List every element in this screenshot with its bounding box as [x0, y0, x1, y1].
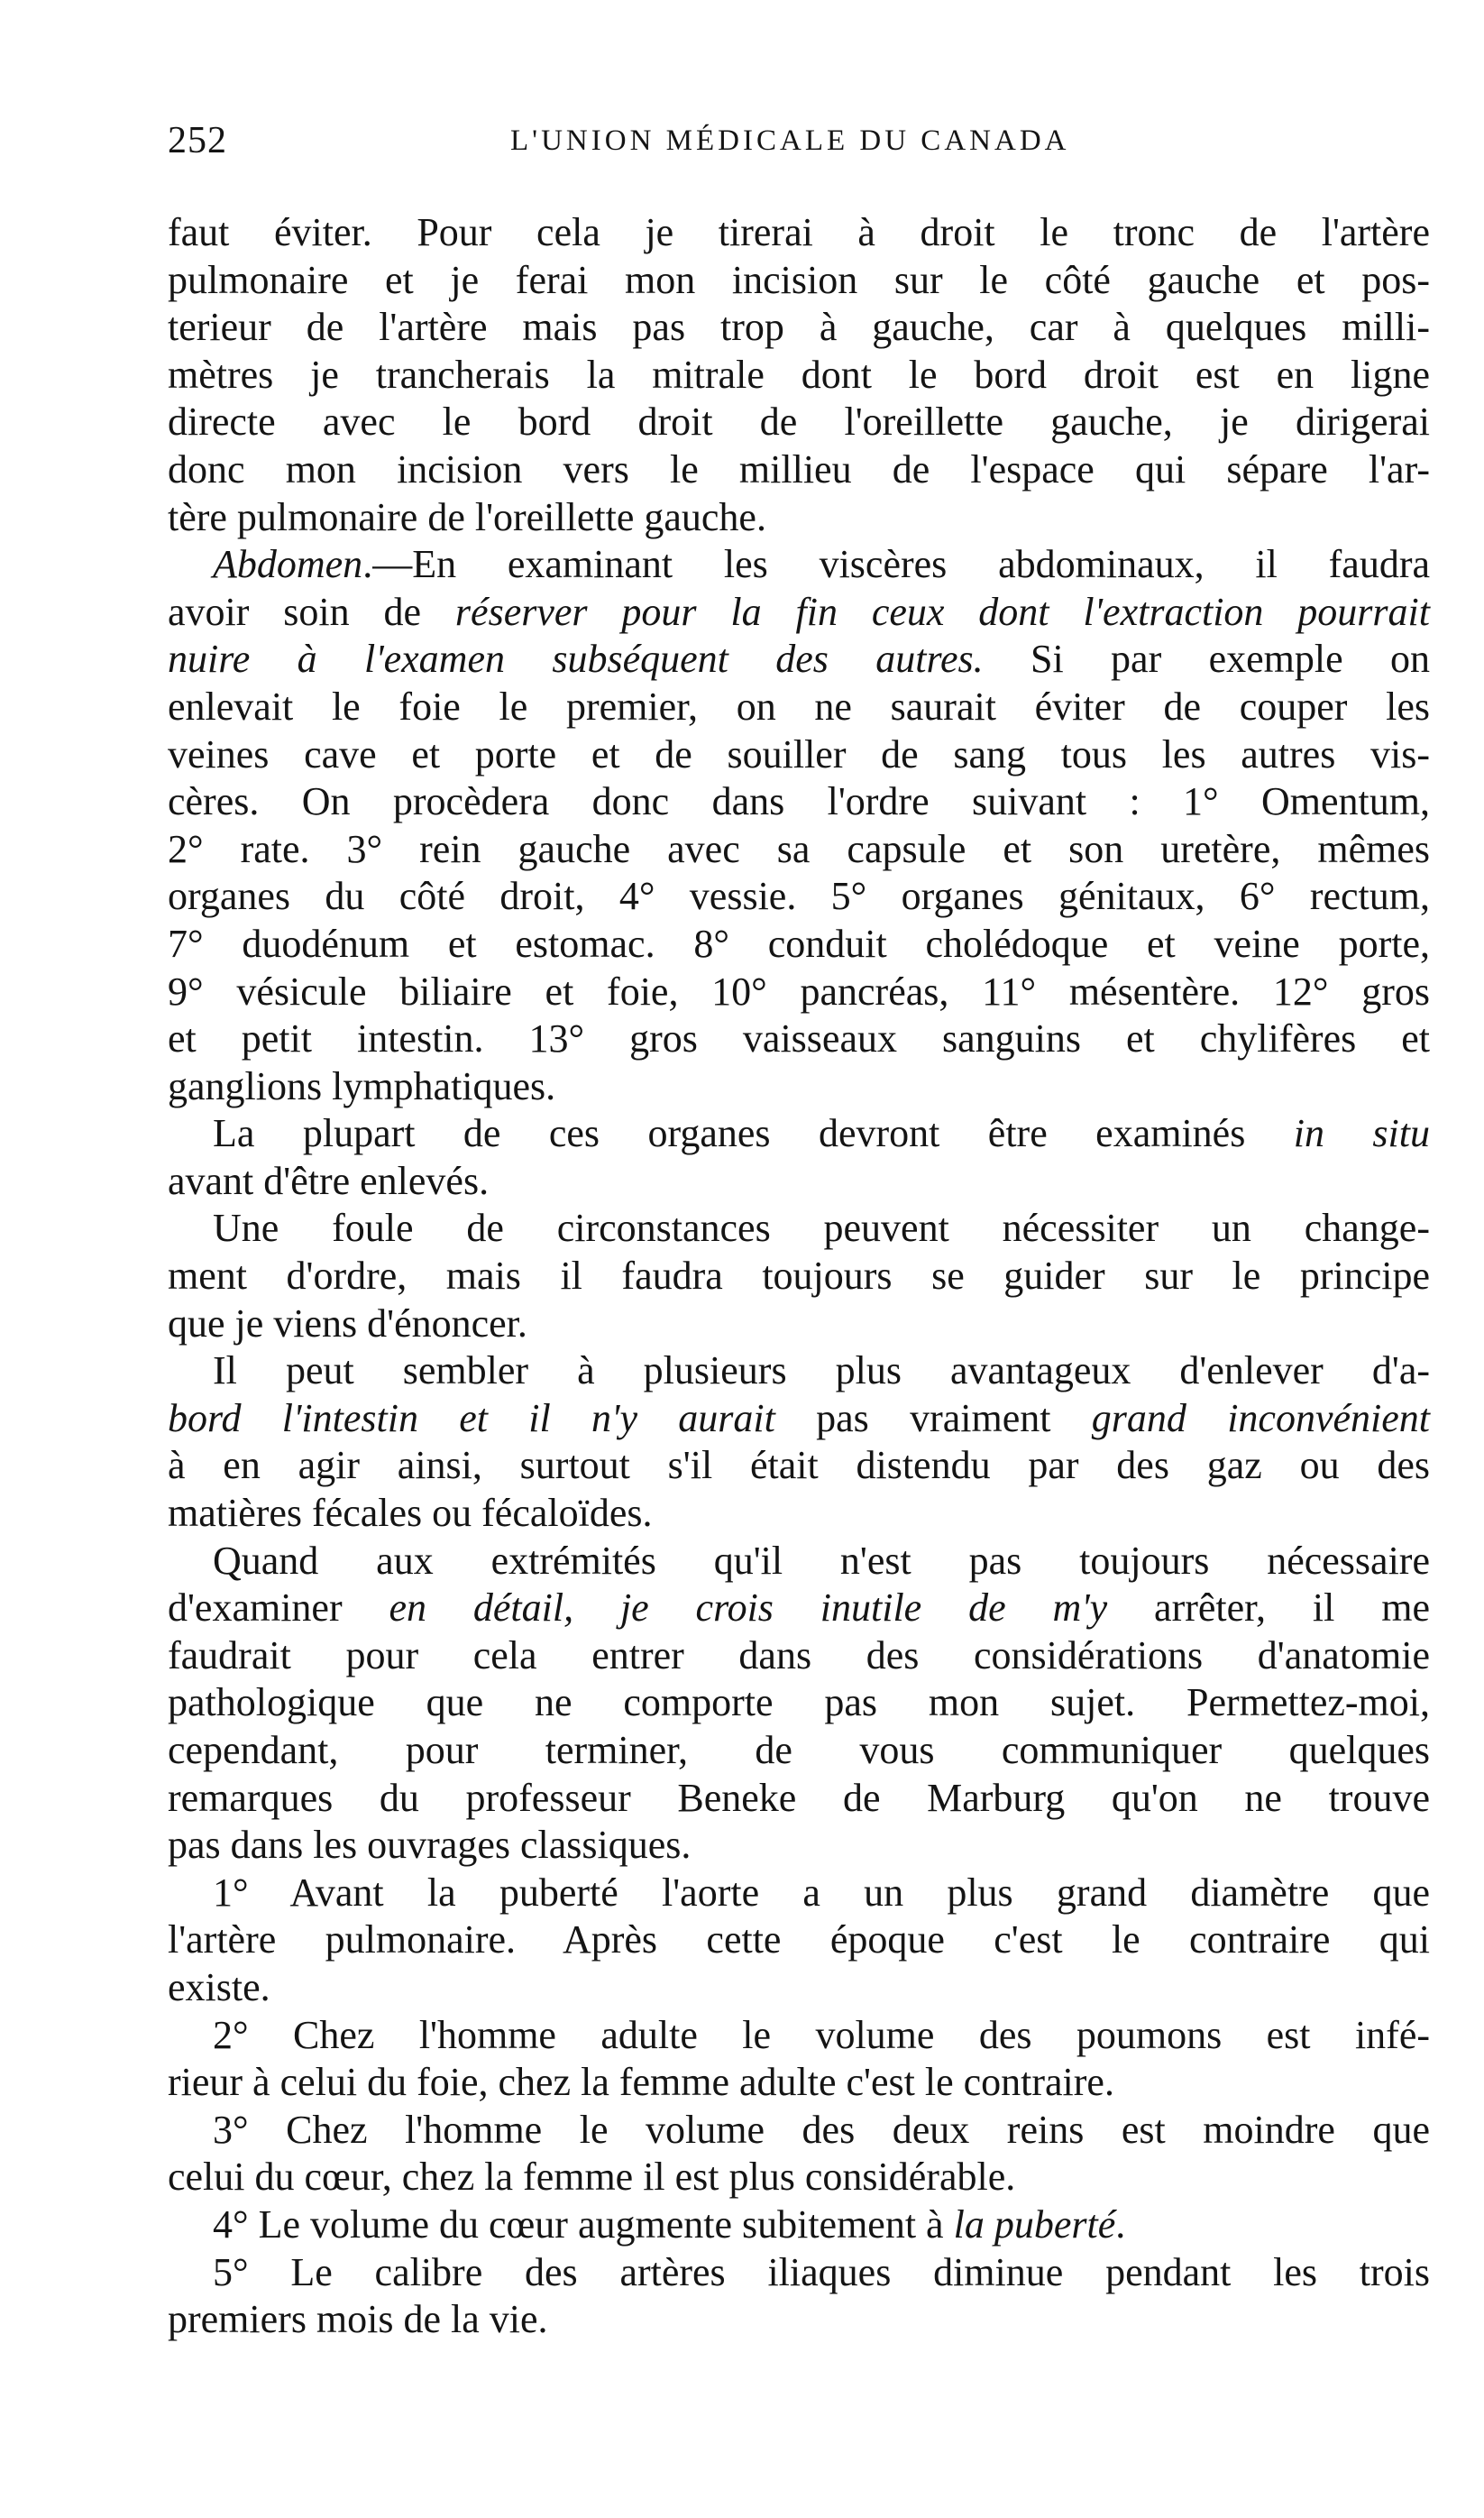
text-line [168, 1253, 1430, 1300]
text-segment: enlevait le foie le premier, on ne saurait éviter de couper les [168, 684, 1430, 729]
text-line [168, 1158, 1430, 1206]
text-line [168, 2249, 1430, 2297]
text-line [168, 921, 1430, 969]
text-segment: avant d'être enlevés. [168, 1158, 490, 1203]
text-line [168, 1205, 1430, 1253]
italic-text-segment: la puberté [953, 2201, 1116, 2247]
text-line [168, 446, 1430, 494]
text-segment: . [1115, 2201, 1126, 2247]
text-line [168, 1679, 1430, 1727]
text-segment: 2° Chez l'homme adulte le volume des poumons est infé- [213, 2012, 1430, 2057]
text-segment: d'examiner [168, 1585, 389, 1631]
text-line [168, 1822, 1430, 1870]
text-line [168, 1916, 1430, 1964]
text-segment: mètres je trancherais la mitrale dont le bord droit est en ligne [168, 352, 1430, 397]
text-line [168, 541, 1430, 589]
text-line [168, 2059, 1430, 2107]
text-line [168, 1347, 1430, 1395]
italic-text-segment: in situ [1293, 1111, 1430, 1156]
text-line [168, 494, 1430, 542]
text-segment: veines cave et porte et de souiller de sang tous les autres vis- [168, 731, 1430, 777]
text-line [168, 1585, 1430, 1632]
text-segment: 5° Le calibre des artères iliaques diminue pendant les trois [213, 2249, 1430, 2294]
text-segment: faudrait pour cela entrer dans des considérations d'anatomie [168, 1632, 1430, 1677]
text-segment: ment d'ordre, mais il faudra toujours se guider sur le principe [168, 1254, 1430, 1299]
text-segment: Si par exemple on [983, 637, 1430, 682]
text-segment: remarques du professeur Beneke de Marburg qu'on ne trouve [168, 1775, 1430, 1820]
text-segment: 2° rate. 3° rein gauche avec sa capsule et son uretère, mêmes [168, 826, 1430, 871]
text-line [168, 2201, 1430, 2249]
running-head: L'UNION MÉDICALE DU CANADA [510, 124, 1070, 157]
text-line [168, 589, 1430, 637]
text-line [168, 684, 1430, 731]
text-segment: 4° Le volume du cœur augmente subitement à [213, 2201, 954, 2247]
text-line [168, 1442, 1430, 1490]
italic-text-segment: Abdomen [213, 542, 363, 587]
text-segment: pathologique que ne comporte pas mon sujet. Permettez-moi, [168, 1680, 1430, 1725]
text-line [168, 1727, 1430, 1775]
italic-text-segment: en détail, je crois inutile de m'y [389, 1585, 1108, 1631]
text-line [168, 2107, 1430, 2155]
text-line [168, 1110, 1430, 1158]
text-segment: donc mon incision vers le millieu de l'espace qui sépare l'ar- [168, 446, 1430, 492]
text-line [168, 778, 1430, 826]
text-segment: l'artère pulmonaire. Après cette époque c'est le contraire qui [168, 1917, 1430, 1962]
text-segment: Une foule de circonstances peuvent nécessiter un change- [213, 1206, 1430, 1251]
text-line [168, 209, 1430, 257]
text-segment: pas vraiment [774, 1395, 1092, 1440]
text-segment: que je viens d'énoncer. [168, 1300, 527, 1346]
text-line [168, 1870, 1430, 1917]
text-line [168, 1300, 1430, 1348]
page-header [168, 119, 1421, 173]
text-line [168, 1490, 1430, 1538]
text-segment: avoir soin de [168, 589, 455, 634]
text-line [168, 1632, 1430, 1680]
text-segment: Il peut sembler à plusieurs plus avantageux d'enlever d'a- [213, 1348, 1430, 1393]
text-segment: 9° vésicule biliaire et foie, 10° pancréas, 11° mésentère. 12° gros [168, 969, 1430, 1014]
text-segment: 7° duodénum et estomac. 8° conduit cholédoque et veine porte, [168, 921, 1430, 966]
text-line [168, 399, 1430, 446]
text-segment: rieur à celui du foie, chez la femme adulte c'est le contraire. [168, 2060, 1114, 2105]
text-line [168, 352, 1430, 400]
page-number: 252 [168, 120, 227, 161]
text-line [168, 873, 1430, 921]
text-segment: directe avec le bord droit de l'oreillette gauche, je dirigerai [168, 400, 1430, 445]
text-line [168, 731, 1430, 779]
italic-text-segment: nuire à l'examen subséquent des autres. [168, 637, 984, 682]
text-segment: organes du côté droit, 4° vessie. 5° organes génitaux, 6° rectum, [168, 874, 1430, 919]
text-segment: pulmonaire et je ferai mon incision sur le côté gauche et pos- [168, 257, 1430, 302]
text-segment: matières fécales ou fécaloïdes. [168, 1491, 653, 1536]
text-segment: existe. [168, 1964, 270, 2009]
italic-text-segment: grand inconvénient [1091, 1395, 1430, 1440]
text-segment: ganglions lymphatiques. [168, 1063, 556, 1108]
text-segment: arrêter, il me [1107, 1585, 1430, 1631]
text-segment: 1° Avant la puberté l'aorte a un plus grand diamètre que [213, 1870, 1430, 1915]
text-segment: à en agir ainsi, surtout s'il était distendu par des gaz ou des [168, 1443, 1430, 1488]
text-segment: et petit intestin. 13° gros vaisseaux sanguins et chylifères et [168, 1016, 1430, 1061]
text-line [168, 2012, 1430, 2060]
text-line [168, 1395, 1430, 1443]
italic-text-segment: réserver pour la fin ceux dont l'extraction pourrait [454, 589, 1430, 634]
text-line [168, 1063, 1430, 1111]
text-segment: cères. On procèdera donc dans l'ordre suivant : 1° Omentum, [168, 779, 1430, 824]
text-segment: pas dans les ouvrages classiques. [168, 1823, 692, 1868]
text-segment: celui du cœur, chez la femme il est plus considérable. [168, 2155, 1016, 2200]
text-line [168, 969, 1430, 1016]
text-segment: La plupart de ces organes devront être examinés [213, 1111, 1294, 1156]
text-line [168, 636, 1430, 684]
text-line [168, 304, 1430, 352]
text-line [168, 2296, 1430, 2344]
text-line [168, 257, 1430, 305]
text-segment: .—En examinant les viscères abdominaux, il faudra [362, 542, 1430, 587]
text-line [168, 1964, 1430, 2012]
text-line [168, 826, 1430, 874]
text-line [168, 2154, 1430, 2201]
text-segment: terieur de l'artère mais pas trop à gauche, car à quelques milli- [168, 305, 1430, 350]
body-text [168, 209, 1430, 2344]
italic-text-segment: bord l'intestin et il n'y aurait [168, 1395, 775, 1440]
text-line [168, 1015, 1430, 1063]
text-segment: faut éviter. Pour cela je tirerai à droit le tronc de l'artère [168, 210, 1430, 254]
text-line [168, 1775, 1430, 1823]
text-line [168, 1538, 1430, 1585]
text-segment: tère pulmonaire de l'oreillette gauche. [168, 494, 766, 539]
text-segment: 3° Chez l'homme le volume des deux reins est moindre que [213, 2107, 1430, 2152]
text-segment: cependant, pour terminer, de vous communiquer quelques [168, 1728, 1430, 1772]
text-segment: Quand aux extrémités qu'il n'est pas toujours nécessaire [213, 1538, 1430, 1583]
text-segment: premiers mois de la vie. [168, 2297, 548, 2342]
